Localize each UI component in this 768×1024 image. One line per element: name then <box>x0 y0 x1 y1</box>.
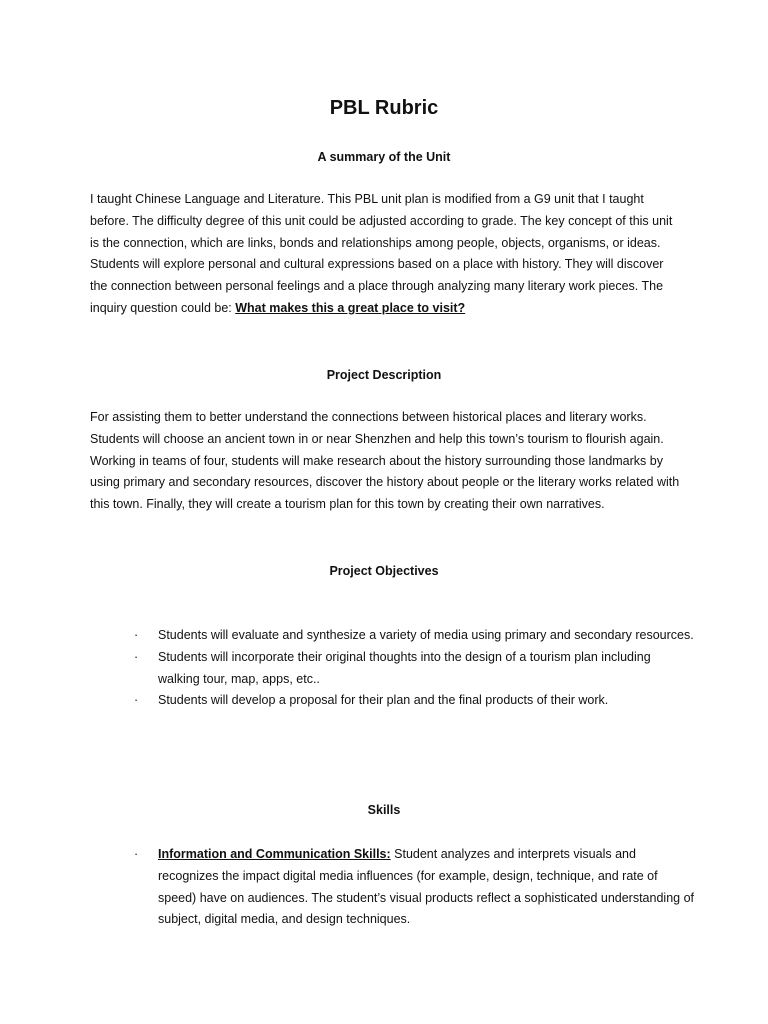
inquiry-question: What makes this a great place to visit? <box>235 300 466 315</box>
objective-text: Students will evaluate and synthesize a variety of media using primary and secondary resources. <box>158 628 694 642</box>
list-item <box>134 844 694 931</box>
bullet: · <box>134 693 139 708</box>
summary-text: I taught Chinese Language and Literature. This PBL unit plan is modified from a G9 unit that I taught before. The difficulty degree of this unit could be adjusted according to grade. The key concept of this unit is the connection, which are links, bonds and relationships among people, objects, organisms, or ideas. Students will explore personal and cultural expressions based on a place with history. They will discover the connection between personal feelings and a place through analyzing many literary work pieces. The inquiry question could be: <box>90 192 673 315</box>
list-item <box>134 647 694 691</box>
description-paragraph: For assisting them to better understand the connections between historical places and literary works. Students will choose an ancient town in or near Shenzhen and help this town’s tourism to flourish again. Working in teams of four, students will make research about the history surrounding those landmarks by using primary and secondary resources, discover the history about people or the literary works related with this town. Finally, they will create a tourism plan for this town by creating their own narratives. <box>90 410 680 512</box>
skills-list <box>134 844 694 931</box>
skill-text: Student analyzes and interprets visuals and recognizes the impact digital media influences (for example, design, technique, and rate of speed) have on audiences. The student’s visual products reflect a sophisticated understanding of subject, digital media, and design techniques. <box>158 847 694 927</box>
objectives-list <box>134 625 694 712</box>
summary-paragraph <box>90 189 680 320</box>
bullet: · <box>134 847 139 861</box>
objective-text: Students will incorporate their original thoughts into the design of a tourism plan including walking tour, map, apps, etc.. <box>158 649 651 686</box>
objectives-heading: Project Objectives <box>329 564 439 578</box>
bullet: · <box>134 628 139 642</box>
list-item <box>134 625 694 647</box>
description-heading: Project Description <box>326 368 442 382</box>
bullet: · <box>134 649 139 664</box>
document-title: PBL Rubric <box>329 97 439 119</box>
objective-text: Students will develop a proposal for their plan and the final products of their work. <box>158 693 609 708</box>
skills-heading: Skills <box>367 803 401 817</box>
list-item <box>134 690 694 712</box>
summary-heading: A summary of the Unit <box>317 150 451 164</box>
skill-label: Information and Communication Skills: <box>158 847 391 861</box>
